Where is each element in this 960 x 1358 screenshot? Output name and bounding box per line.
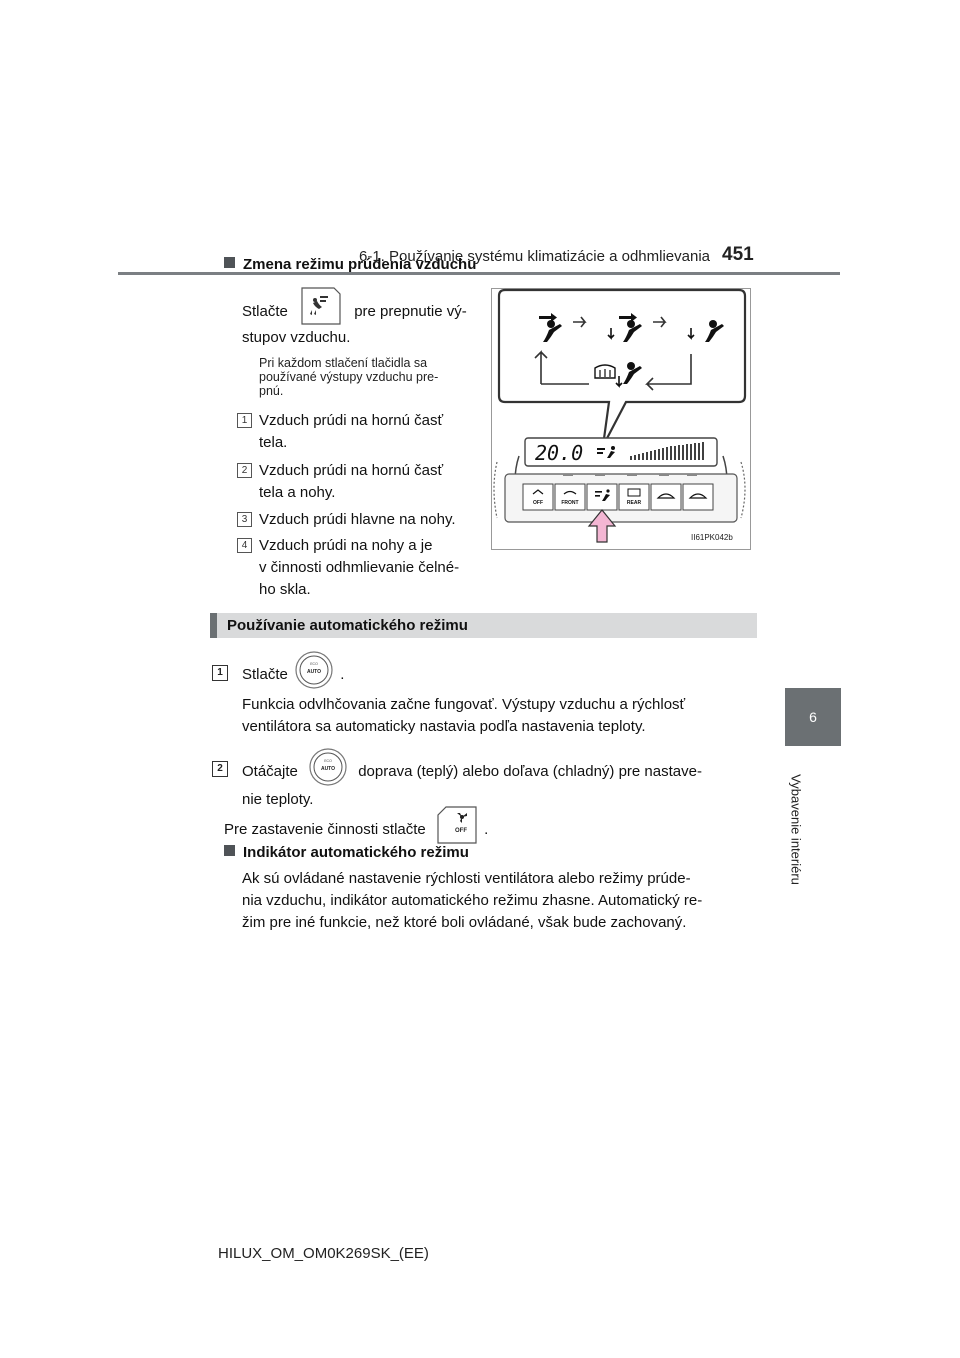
step-number-1: 1 bbox=[212, 665, 228, 681]
air-mode-button-icon bbox=[300, 286, 342, 326]
subheading-auto-indicator: Indikátor automatického režimu bbox=[224, 844, 469, 861]
intro-line-1: Stlačte pre prepnutie vý- bbox=[242, 298, 490, 326]
section-heading-airflow: Zmena režimu prúdenia vzduchu bbox=[224, 256, 476, 273]
document-code: HILUX_OM_OM0K269SK_(EE) bbox=[218, 1245, 429, 1262]
item-1-line-2: tela. bbox=[259, 434, 288, 451]
item-number-4: 4 bbox=[237, 538, 252, 553]
item-2-line-2: tela a nohy. bbox=[259, 484, 336, 501]
svg-text:ECO: ECO bbox=[310, 662, 318, 666]
item-number-1: 1 bbox=[237, 413, 252, 428]
note-line-3: pnú. bbox=[259, 384, 284, 398]
item-4-line-1: Vzduch prúdi na nohy a je bbox=[259, 537, 433, 554]
svg-text:FRONT: FRONT bbox=[561, 500, 579, 506]
indicator-line-2: nia vzduchu, indikátor automatického režimu zhasne. Automatický re- bbox=[242, 892, 703, 909]
auto-knob-icon bbox=[308, 747, 348, 787]
page-number: 451 bbox=[722, 244, 754, 265]
step-2-line-2: nie teploty. bbox=[242, 791, 314, 808]
square-bullet-icon bbox=[224, 845, 235, 856]
step-1-desc-line-2: ventilátora sa automaticky nastavia podľa nastavenia teploty. bbox=[242, 718, 646, 735]
note-line-2: používané výstupy vzduchu pre- bbox=[259, 370, 439, 384]
section-bar-auto-mode: Používanie automatického režimu bbox=[210, 613, 757, 638]
intro-line-2: stupov vzduchu. bbox=[242, 329, 351, 346]
svg-text:OFF: OFF bbox=[533, 500, 543, 506]
item-4-line-3: ho skla. bbox=[259, 581, 311, 598]
item-number-3: 3 bbox=[237, 512, 252, 527]
running-header: 6-1. Používanie systému klimatizácie a odhmlievania bbox=[359, 248, 710, 265]
indicator-line-3: žim pre iné funkcie, než ktoré boli ovládané, však bude zachovaný. bbox=[242, 914, 687, 931]
off-button-icon bbox=[436, 805, 478, 845]
item-3-line-1: Vzduch prúdi hlavne na nohy. bbox=[259, 511, 456, 528]
display-temperature: 20.0 bbox=[535, 441, 584, 465]
step-1-desc-line-1: Funkcia odvlhčovania začne fungovať. Výstupy vzduchu a rýchlosť bbox=[242, 696, 686, 713]
indicator-line-1: Ak sú ovládané nastavenie rýchlosti ventilátora alebo režimy prúde- bbox=[242, 870, 691, 887]
svg-text:OFF: OFF bbox=[454, 828, 467, 834]
item-4-line-2: v činnosti odhmlievanie čelné- bbox=[259, 559, 460, 576]
chapter-label: Vybavenie interiéru bbox=[788, 774, 804, 885]
chapter-number: 6 bbox=[809, 709, 817, 725]
note-line-1: Pri každom stlačení tlačidla sa bbox=[259, 356, 428, 370]
svg-text:AUTO: AUTO bbox=[306, 669, 322, 675]
svg-text:ECO: ECO bbox=[324, 759, 332, 763]
stop-instruction: Pre zastavenie činnosti stlačte OFF . bbox=[224, 815, 488, 845]
item-number-2: 2 bbox=[237, 463, 252, 478]
step-number-2: 2 bbox=[212, 761, 228, 777]
chapter-tab bbox=[785, 688, 841, 746]
step-2-instruction: Otáčajte ECO AUTO doprava (teplý) alebo doľava (chladný) pre nastave- bbox=[242, 757, 752, 787]
climate-panel-figure bbox=[491, 288, 751, 550]
step-1-instruction: Stlačte ECO AUTO . bbox=[242, 660, 344, 690]
svg-text:AUTO: AUTO bbox=[321, 766, 336, 772]
square-bullet-icon bbox=[224, 257, 235, 268]
item-1-line-1: Vzduch prúdi na hornú časť bbox=[259, 412, 444, 429]
svg-text:REAR: REAR bbox=[626, 500, 642, 506]
item-2-line-1: Vzduch prúdi na hornú časť bbox=[259, 462, 444, 479]
figure-caption: II61PK042b bbox=[691, 533, 733, 542]
auto-knob-icon bbox=[294, 650, 334, 690]
